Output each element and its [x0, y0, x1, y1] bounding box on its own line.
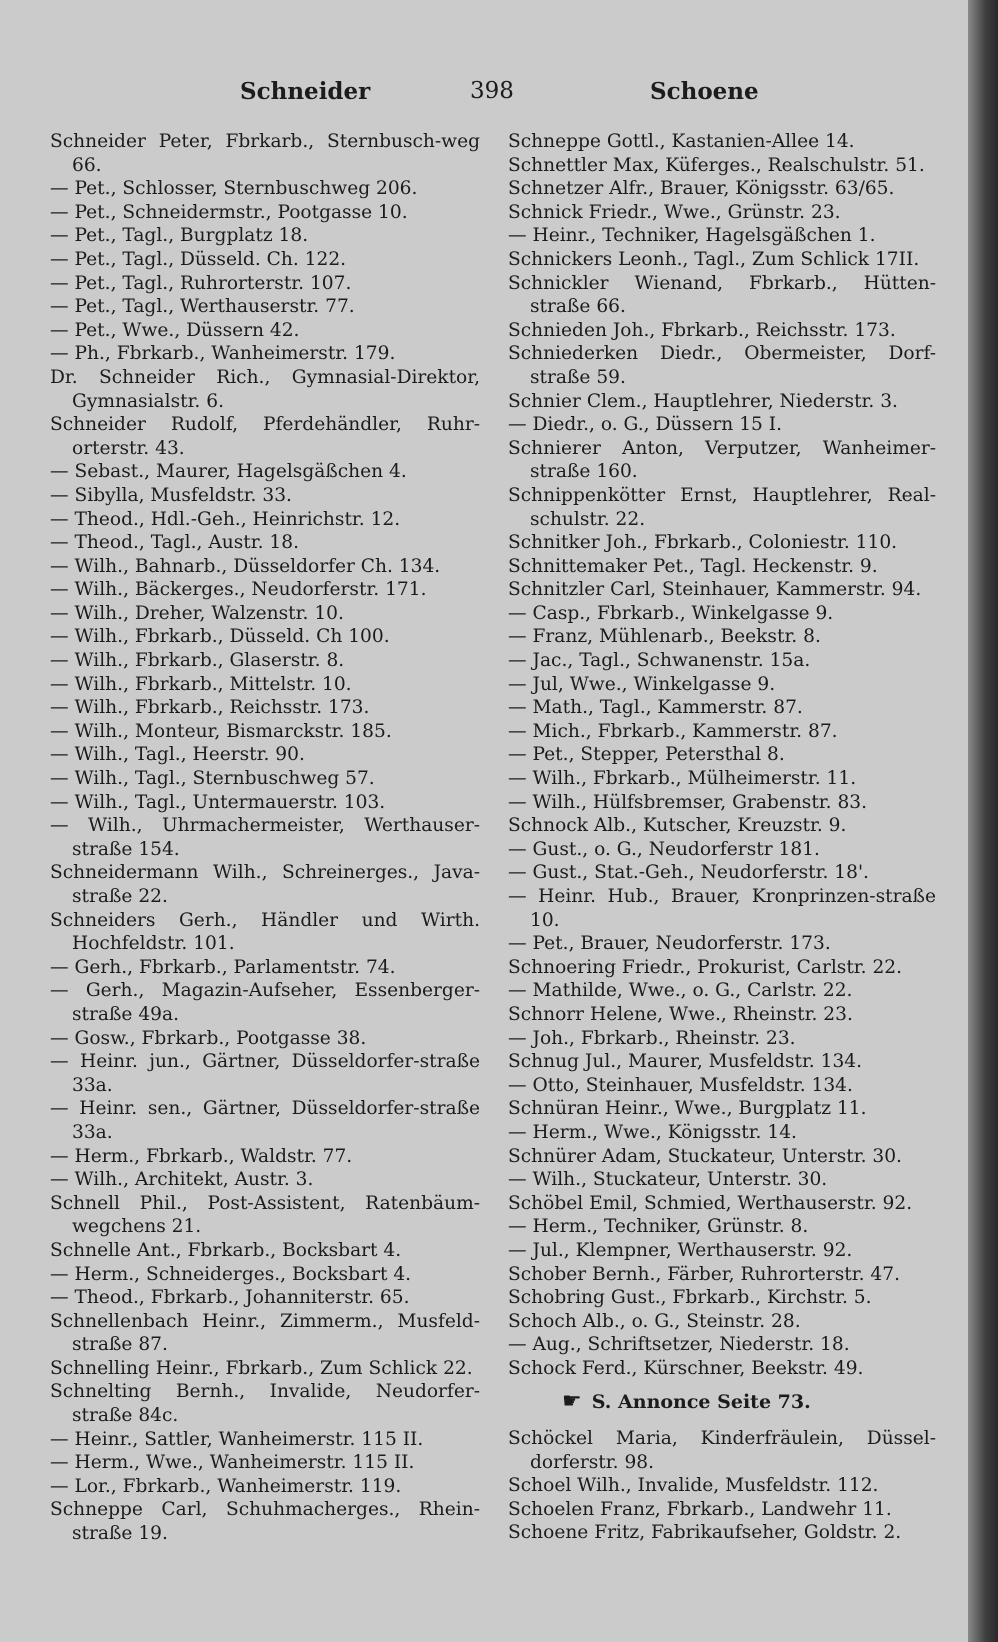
entry: — Wilh., Monteur, Bismarckstr. 185. [50, 720, 392, 742]
entry: — Wilh., Fbrkarb., Mülheimerstr. 11. [508, 768, 857, 790]
entry: Schneiders Gerh., Händler und Wirth. Hochfeldstr. 101. [50, 909, 480, 955]
entry: Schöckel Maria, Kinderfräulein, Düssel-dorferstr. 98. [508, 1428, 936, 1473]
entry: — Wilh., Architekt, Austr. 3. [50, 1169, 314, 1191]
entry: — Ph., Fbrkarb., Wanheimerstr. 179. [50, 343, 396, 365]
entry: — Franz, Mühlenarb., Beekstr. 8. [508, 626, 821, 648]
entry: Schnelling Heinr., Fbrkarb., Zum Schlick 22. [50, 1357, 473, 1379]
entry: — Wilh., Uhrmachermeister, Werthauser-straße 154. [50, 815, 480, 860]
entry: — Theod., Fbrkarb., Johanniterstr. 65. [50, 1287, 410, 1309]
header-right-keyword: Schoene [650, 78, 759, 105]
entry: — Jac., Tagl., Schwanenstr. 15a. [508, 650, 811, 672]
entry: Schnock Alb., Kutscher, Kreuzstr. 9. [508, 815, 847, 837]
entry: Schnelting Bernh., Invalide, Neudorfer-straße 84c. [50, 1381, 480, 1427]
entry: — Pet., Tagl., Ruhrorterstr. 107. [50, 272, 352, 294]
entry: — Joh., Fbrkarb., Rheinstr. 23. [508, 1027, 796, 1049]
entry: — Gust., o. G., Neudorferstr 181. [508, 838, 820, 860]
entry: — Wilh., Bahnarb., Düsseldorfer Ch. 134. [50, 555, 441, 577]
entry: — Pet., Tagl., Düsseld. Ch. 122. [50, 248, 347, 270]
entry: Schnieden Joh., Fbrkarb., Reichsstr. 173. [508, 319, 896, 341]
entry: — Wilh., Fbrkarb., Glaserstr. 8. [50, 650, 345, 672]
entry: — Jul., Klempner, Werthauserstr. 92. [508, 1239, 853, 1261]
entry: — Lor., Fbrkarb., Wanheimerstr. 119. [50, 1475, 402, 1497]
entry: — Herm., Fbrkarb., Waldstr. 77. [50, 1145, 353, 1167]
entry: — Gust., Stat.-Geh., Neudorferstr. 18'. [508, 862, 869, 884]
entry: — Herm., Schneiderges., Bocksbart 4. [50, 1263, 412, 1285]
entry: — Mich., Fbrkarb., Kammerstr. 87. [508, 720, 838, 742]
entry: Schnetzer Alfr., Brauer, Königsstr. 63/65. [508, 178, 895, 200]
entry: — Gerh., Fbrkarb., Parlamentstr. 74. [50, 956, 396, 978]
annonce-text: S. Annonce Seite 73. [591, 1391, 811, 1414]
entry: — Wilh., Tagl., Sternbuschweg 57. [50, 768, 375, 790]
entry: Schnierer Anton, Verputzer, Wanheimer-straße 160. [508, 437, 936, 483]
entry: Schnittemaker Pet., Tagl. Heckenstr. 9. [508, 555, 878, 577]
entry: — Wilh., Fbrkarb., Mittelstr. 10. [50, 673, 352, 695]
entry: — Heinr., Techniker, Hagelsgäßchen 1. [508, 225, 876, 247]
entry: — Wilh., Fbrkarb., Reichsstr. 173. [50, 697, 370, 719]
entry: Schnug Jul., Maurer, Musfeldstr. 134. [508, 1051, 863, 1073]
entry: — Heinr., Sattler, Wanheimerstr. 115 II. [50, 1428, 424, 1450]
entry: — Mathilde, Wwe., o. G., Carlstr. 22. [508, 980, 853, 1002]
entry: Schnellenbach Heinr., Zimmerm., Musfeld-straße 87. [50, 1310, 480, 1356]
entry: — Heinr. sen., Gärtner, Düsseldorfer-straße 33a. [50, 1098, 480, 1143]
entry: — Gosw., Fbrkarb., Pootgasse 38. [50, 1027, 367, 1049]
page-edge-shadow [968, 0, 998, 1642]
entry: — Pet., Schneidermstr., Pootgasse 10. [50, 201, 408, 223]
entry: Schöbel Emil, Schmied, Werthauserstr. 92. [508, 1192, 913, 1214]
entry: Schoel Wilh., Invalide, Musfeldstr. 112. [508, 1475, 879, 1497]
right-column [508, 130, 936, 1545]
pointing-hand-icon: ☛ [562, 1389, 582, 1415]
entry: Schnier Clem., Hauptlehrer, Niederstr. 3. [508, 390, 898, 412]
entry: — Pet., Brauer, Neudorferstr. 173. [508, 933, 831, 955]
entry: — Wilh., Fbrkarb., Düsseld. Ch 100. [50, 626, 390, 648]
entry: Schneider Rudolf, Pferdehändler, Ruhr-orterstr. 43. [50, 414, 480, 459]
entry: — Wilh., Bäckerges., Neudorferstr. 171. [50, 579, 427, 601]
entry: — Wilh., Hülfsbremser, Grabenstr. 83. [508, 791, 868, 813]
entry: Schnickler Wienand, Fbrkarb., Hütten-straße 66. [508, 272, 936, 318]
entry: — Wilh., Dreher, Walzenstr. 10. [50, 602, 344, 624]
entry: Schnettler Max, Küferges., Realschulstr. 51. [508, 154, 925, 176]
entry: Schneppe Gottl., Kastanien-Allee 14. [508, 131, 855, 152]
entry: Schoelen Franz, Fbrkarb., Landwehr 11. [508, 1498, 892, 1520]
entry: — Diedr., o. G., Düssern 15 I. [508, 414, 783, 436]
entry: Schnitzler Carl, Steinhauer, Kammerstr. 94. [508, 579, 922, 601]
entry: Schoene Fritz, Fabrikaufseher, Goldstr. 2. [508, 1522, 902, 1544]
entry: Schnell Phil., Post-Assistent, Ratenbäum-wegchens 21. [50, 1192, 480, 1238]
entry: — Casp., Fbrkarb., Winkelgasse 9. [508, 602, 834, 624]
entry: — Otto, Steinhauer, Musfeldstr. 134. [508, 1074, 853, 1096]
entry: — Pet., Stepper, Petersthal 8. [508, 744, 785, 766]
entry: Schnelle Ant., Fbrkarb., Bocksbart 4. [50, 1239, 402, 1261]
page-number: 398 [470, 78, 514, 104]
entry: Schnüran Heinr., Wwe., Burgplatz 11. [508, 1098, 867, 1120]
entry: — Pet., Schlosser, Sternbuschweg 206. [50, 178, 418, 200]
entry: Schnickers Leonh., Tagl., Zum Schlick 17II. [508, 248, 920, 270]
entry: Schneidermann Wilh., Schreinerges., Java-straße 22. [50, 862, 480, 907]
entry: — Wilh., Stuckateur, Unterstr. 30. [508, 1169, 828, 1191]
entry: Schneppe Carl, Schuhmacherges., Rhein-straße 19. [50, 1499, 480, 1545]
entry: — Sebast., Maurer, Hagelsgäßchen 4. [50, 461, 407, 483]
entry: Schnick Friedr., Wwe., Grünstr. 23. [508, 201, 841, 223]
entry: Schnoering Friedr., Prokurist, Carlstr. 22. [508, 956, 903, 978]
entry: — Herm., Wwe., Königsstr. 14. [508, 1121, 797, 1143]
entry: Schock Ferd., Kürschner, Beekstr. 49. [508, 1357, 864, 1379]
entry: Schneider Peter, Fbrkarb., Sternbusch-weg 66. [50, 131, 480, 176]
entry: Schober Bernh., Färber, Ruhrorterstr. 47. [508, 1263, 900, 1285]
entry: — Sibylla, Musfeldstr. 33. [50, 484, 292, 506]
entry: — Herm., Techniker, Grünstr. 8. [508, 1216, 809, 1238]
entry: — Pet., Tagl., Burgplatz 18. [50, 225, 309, 247]
entry: — Theod., Hdl.-Geh., Heinrichstr. 12. [50, 508, 401, 530]
annonce-reference [562, 1390, 936, 1415]
entry: Schnippenkötter Ernst, Hauptlehrer, Real-schulstr. 22. [508, 484, 936, 530]
entry: — Jul, Wwe., Winkelgasse 9. [508, 673, 776, 695]
entry: Schnürer Adam, Stuckateur, Unterstr. 30. [508, 1145, 902, 1167]
entry: — Theod., Tagl., Austr. 18. [50, 532, 299, 554]
entry: — Math., Tagl., Kammerstr. 87. [508, 697, 803, 719]
left-column [50, 130, 480, 1546]
entry: Schnorr Helene, Wwe., Rheinstr. 23. [508, 1003, 853, 1025]
entry: Schobring Gust., Fbrkarb., Kirchstr. 5. [508, 1287, 872, 1309]
entry: — Wilh., Tagl., Heerstr. 90. [50, 744, 305, 766]
entry: — Heinr. jun., Gärtner, Düsseldorfer-straße 33a. [50, 1051, 480, 1096]
entry: — Heinr. Hub., Brauer, Kronprinzen-straße 10. [508, 886, 936, 931]
entry: — Aug., Schriftsetzer, Niederstr. 18. [508, 1334, 850, 1356]
header-left-keyword: Schneider [240, 78, 371, 105]
entry: Schoch Alb., o. G., Steinstr. 28. [508, 1310, 801, 1332]
entry: — Pet., Wwe., Düssern 42. [50, 319, 300, 341]
entry: — Gerh., Magazin-Aufseher, Essenberger-straße 49a. [50, 980, 480, 1025]
entry: Dr. Schneider Rich., Gymnasial-Direktor, Gymnasialstr. 6. [50, 366, 480, 412]
entry: — Wilh., Tagl., Untermauerstr. 103. [50, 791, 386, 813]
entry: — Herm., Wwe., Wanheimerstr. 115 II. [50, 1452, 415, 1474]
entry: — Pet., Tagl., Werthauserstr. 77. [50, 296, 355, 318]
entry: Schnitker Joh., Fbrkarb., Coloniestr. 110. [508, 532, 898, 554]
entry: Schniederken Diedr., Obermeister, Dorf-straße 59. [508, 343, 936, 388]
